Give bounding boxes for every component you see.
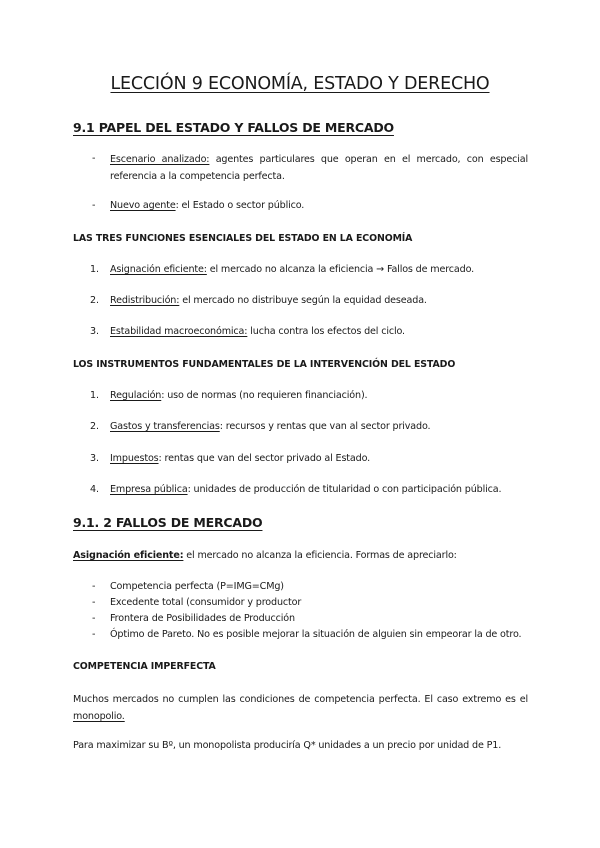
section-heading-2: 9.1. 2 FALLOS DE MERCADO	[73, 515, 263, 530]
bullet-dash: -	[92, 629, 96, 640]
list-text: : unidades de producción de titularidad o con participación pública.	[187, 484, 502, 495]
list-item-function	[110, 326, 405, 337]
list-number: 2.	[90, 295, 99, 306]
list-item: Excedente total (consumidor y productor	[110, 597, 302, 608]
bullet-term: Escenario analizado:	[110, 154, 210, 165]
list-text: el mercado no alcanza la eficiencia → Fallos de mercado.	[206, 264, 475, 275]
list-text: : rentas que van del sector privado al Estado.	[158, 453, 371, 464]
list-term: Regulación	[110, 390, 162, 401]
list-item-instrument	[110, 453, 370, 464]
list-item-function	[110, 264, 474, 275]
subheading-imperfect-competition: COMPETENCIA IMPERFECTA	[73, 661, 216, 672]
list-number: 2.	[90, 421, 99, 432]
list-number: 4.	[90, 484, 99, 495]
list-item: Óptimo de Pareto. No es posible mejorar la situación de alguien sin empeorar la de otro.	[110, 629, 522, 640]
list-term: Empresa pública	[110, 484, 188, 495]
bullet-dash: -	[92, 613, 96, 624]
bullet-text: agentes particulares que operan en el mercado, con especial referencia a la competencia perfecta.	[110, 154, 528, 182]
bullet-dash: -	[92, 153, 96, 164]
bullet-scenario	[110, 151, 528, 185]
list-term: Gastos y transferencias	[110, 421, 220, 432]
paragraph-monopolist: Para maximizar su Bº, un monopolista produciría Q* unidades a un precio por unidad de P1.	[73, 740, 502, 751]
subheading-functions: LAS TRES FUNCIONES ESENCIALES DEL ESTADO EN LA ECONOMÍA	[73, 233, 413, 244]
list-number: 1.	[90, 264, 99, 275]
list-text: el mercado no distribuye según la equidad deseada.	[179, 295, 427, 306]
bullet-new-agent	[110, 200, 304, 211]
intro-text: el mercado no alcanza la eficiencia. Formas de apreciarlo:	[183, 550, 457, 561]
list-number: 1.	[90, 390, 99, 401]
paragraph-term: monopolio.	[73, 711, 125, 722]
list-item-instrument	[110, 390, 367, 401]
bullet-term: Nuevo agente	[110, 200, 176, 211]
list-term: Asignación eficiente:	[110, 264, 207, 275]
list-number: 3.	[90, 326, 99, 337]
bullet-dash: -	[92, 200, 96, 211]
bullet-dash: -	[92, 597, 96, 608]
bullet-dash: -	[92, 581, 96, 592]
page-title: LECCIÓN 9 ECONOMÍA, ESTADO Y DERECHO	[110, 74, 490, 94]
bullet-text: : el Estado o sector público.	[175, 200, 305, 211]
list-term: Impuestos	[110, 453, 159, 464]
list-item: Frontera de Posibilidades de Producción	[110, 613, 295, 624]
list-text: : recursos y rentas que van al sector privado.	[219, 421, 431, 432]
list-item-function	[110, 295, 427, 306]
list-term: Redistribución:	[110, 295, 180, 306]
list-item-instrument	[110, 421, 430, 432]
intro-efficient-allocation	[73, 550, 457, 561]
paragraph-text: Muchos mercados no cumplen las condiciones de competencia perfecta. El caso extremo es el	[73, 694, 528, 705]
paragraph-imperfect	[73, 691, 528, 725]
subheading-instruments: LOS INSTRUMENTOS FUNDAMENTALES DE LA INTERVENCIÓN DEL ESTADO	[73, 359, 456, 370]
list-item-instrument	[110, 484, 501, 495]
section-heading-1: 9.1 PAPEL DEL ESTADO Y FALLOS DE MERCADO	[73, 120, 394, 135]
list-term: Estabilidad macroeconómica:	[110, 326, 248, 337]
list-number: 3.	[90, 453, 99, 464]
intro-term: Asignación eficiente:	[73, 550, 184, 561]
list-text: : uso de normas (no requieren financiación).	[161, 390, 368, 401]
list-text: lucha contra los efectos del ciclo.	[247, 326, 405, 337]
list-item: Competencia perfecta (P=IMG=CMg)	[110, 581, 284, 592]
